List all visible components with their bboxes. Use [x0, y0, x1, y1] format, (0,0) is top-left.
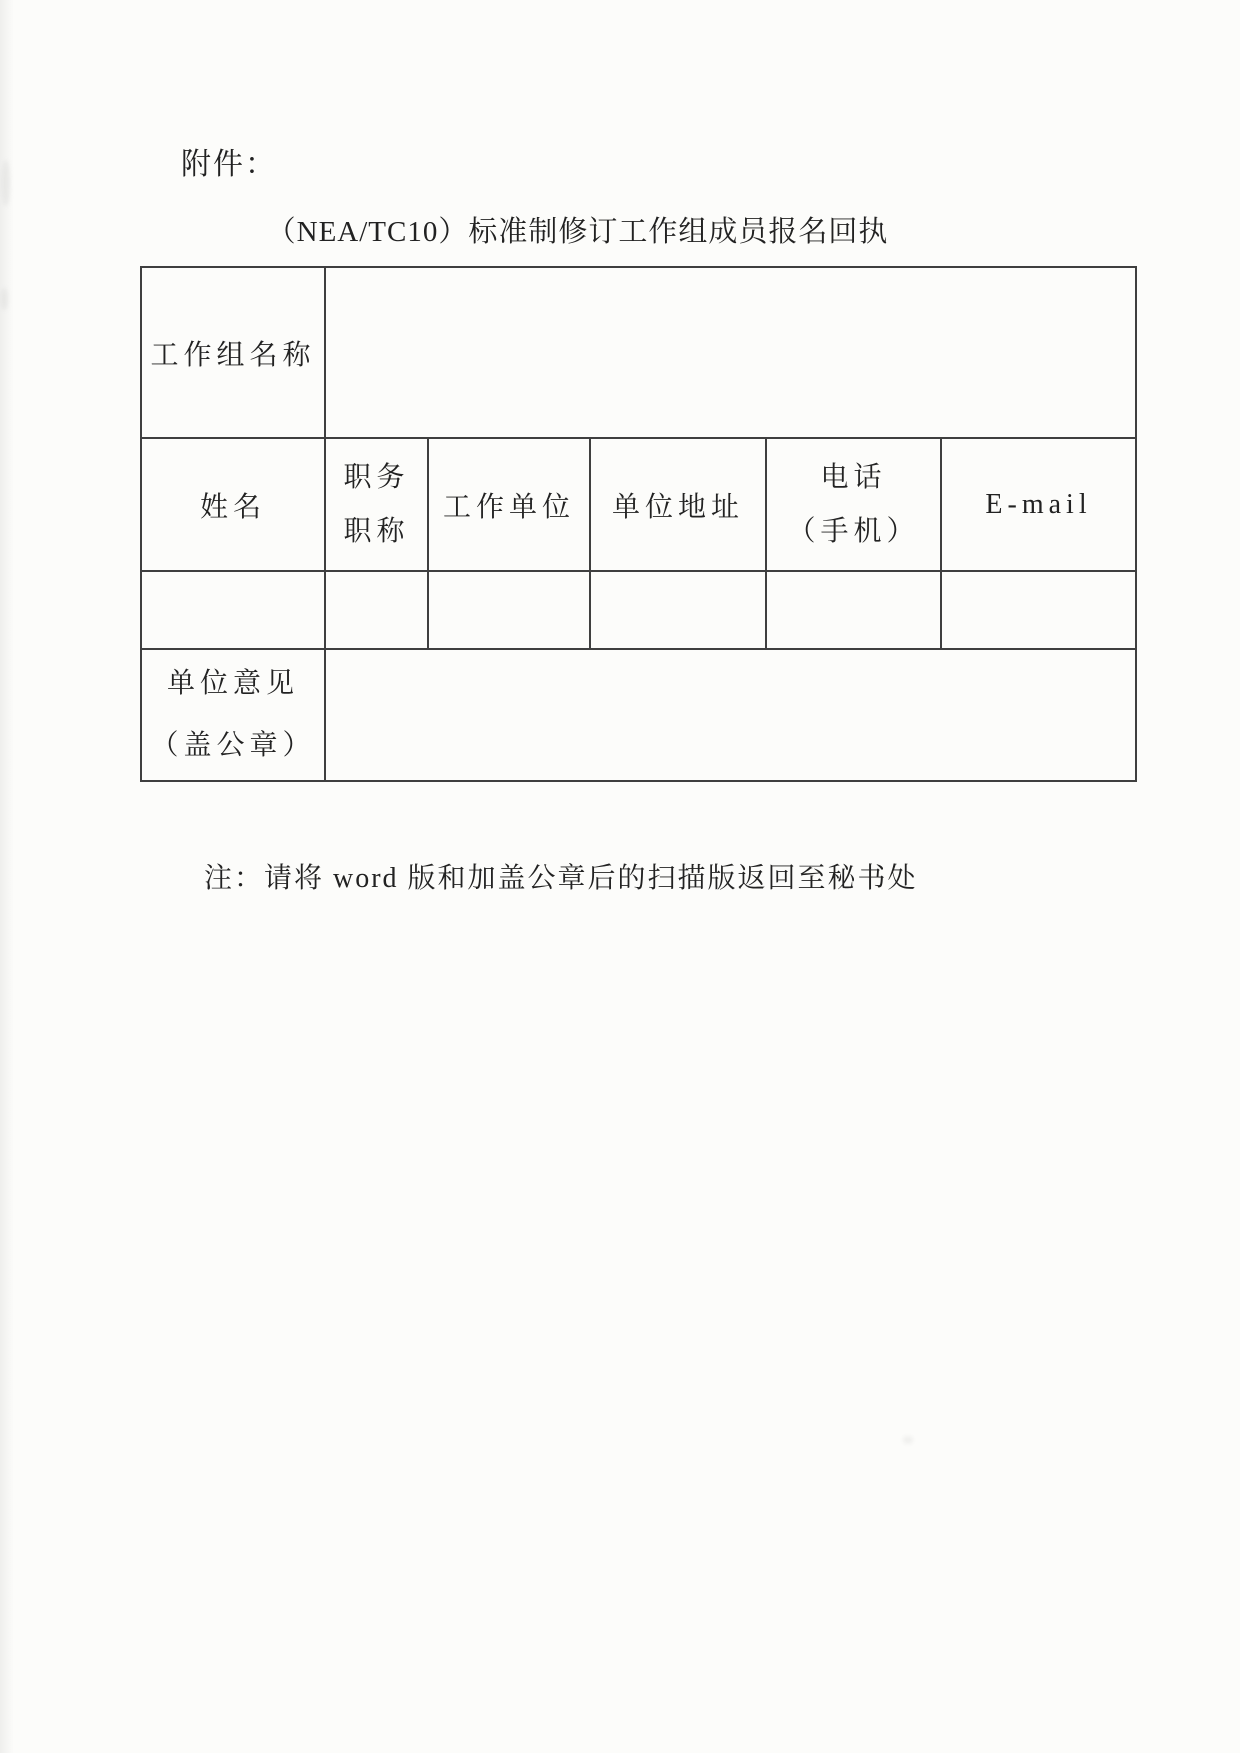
scan-smudge: [903, 1436, 913, 1444]
header-label: 单位地址: [611, 491, 744, 523]
registration-table: [140, 266, 1137, 782]
header-label-line: 职务: [343, 461, 410, 493]
group-name-row: [141, 267, 1136, 438]
header-cell-unit-address: [590, 438, 766, 571]
unit-opinion-value-cell: [325, 649, 1136, 781]
header-cell-email: [941, 438, 1136, 571]
header-label: E-mail: [985, 488, 1092, 520]
table-header-row: [141, 438, 1136, 571]
header-cell-name: [141, 438, 325, 571]
entry-row: [141, 571, 1136, 649]
header-cell-position-title: [325, 438, 428, 571]
scan-smudge: [1, 288, 8, 310]
header-label: 姓名: [199, 491, 266, 523]
unit-opinion-label-cell: [141, 649, 325, 781]
note-text: 注：请将 word 版和加盖公章后的扫描版返回至秘书处: [204, 863, 918, 894]
entry-cell-work-unit: [428, 571, 590, 649]
unit-opinion-row: [141, 649, 1136, 781]
scan-smudge: [2, 160, 10, 206]
group-name-value-cell: [325, 267, 1136, 438]
header-cell-phone: [766, 438, 941, 571]
entry-cell-unit-address: [590, 571, 766, 649]
document-title: （NEA/TC10）标准制修订工作组成员报名回执: [266, 216, 889, 248]
header-cell-work-unit: [428, 438, 590, 571]
attachment-label: 附件：: [181, 148, 277, 181]
entry-cell-email: [941, 571, 1136, 649]
header-label-line: 电话: [820, 461, 887, 493]
scan-edge-artifact: [0, 0, 14, 1753]
entry-cell-position: [325, 571, 428, 649]
unit-opinion-label-line: 单位意见: [166, 668, 299, 699]
entry-cell-phone: [766, 571, 941, 649]
header-label-line: 职称: [343, 515, 410, 547]
header-label: 工作单位: [442, 491, 575, 523]
header-label-line: （手机）: [787, 515, 920, 547]
entry-cell-name: [141, 571, 325, 649]
group-name-label-cell: 工作组名称: [141, 267, 325, 438]
unit-opinion-label-line: （盖公章）: [150, 730, 316, 761]
